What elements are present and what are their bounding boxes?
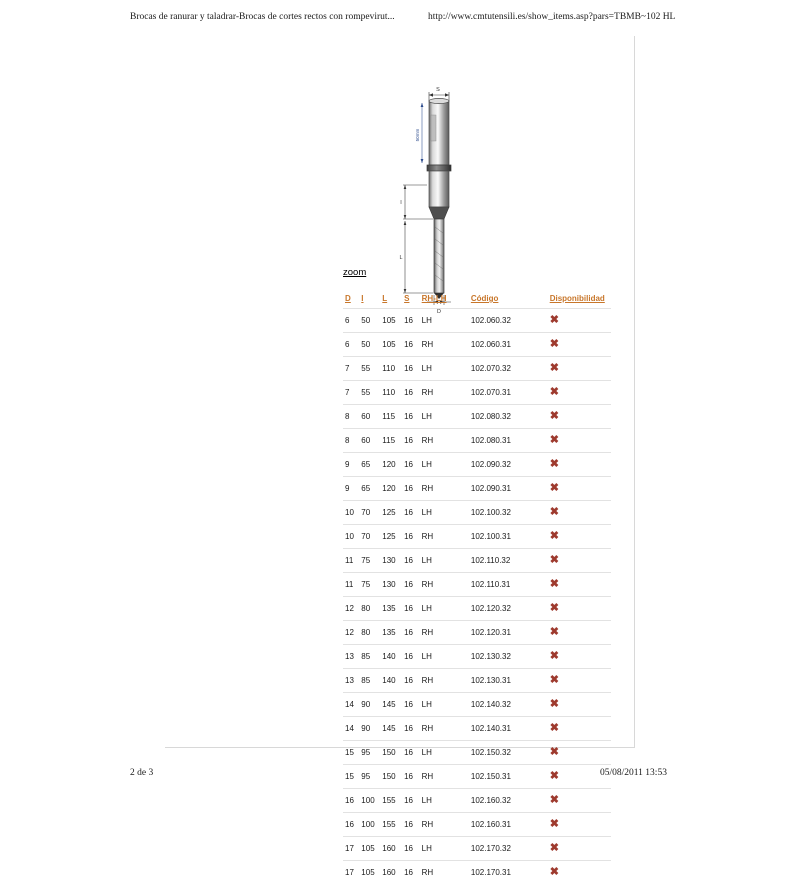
cell-l: 120 <box>380 453 402 477</box>
cell-rh-lh: LH <box>420 549 455 573</box>
cell-codigo: 102.170.32 <box>455 837 530 861</box>
cell-disponibilidad <box>530 405 611 429</box>
cell-i: 60 <box>359 429 380 453</box>
zoom-link[interactable]: zoom <box>343 267 366 278</box>
cell-d: 17 <box>343 837 359 861</box>
cell-codigo: 102.110.31 <box>455 573 530 597</box>
table-row <box>343 309 611 333</box>
table-row <box>343 549 611 573</box>
table-row <box>343 693 611 717</box>
cell-rh-lh: LH <box>420 357 455 381</box>
cell-d: 6 <box>343 333 359 357</box>
cell-l: 125 <box>380 501 402 525</box>
cell-disponibilidad <box>530 573 611 597</box>
cell-s: 16 <box>402 645 420 669</box>
cell-disponibilidad <box>530 813 611 837</box>
cell-l: 135 <box>380 597 402 621</box>
cell-codigo: 102.080.31 <box>455 429 530 453</box>
x-mark-icon: ✖ <box>550 531 559 542</box>
source-url: http://www.cmtutensili.es/show_items.asp?pars=TBMB~102 HL <box>428 12 675 22</box>
table-row <box>343 813 611 837</box>
cell-rh-lh: RH <box>420 477 455 501</box>
x-mark-icon: ✖ <box>550 723 559 734</box>
cell-i: 55 <box>359 357 380 381</box>
cell-i: 105 <box>359 861 380 884</box>
table-row <box>343 597 611 621</box>
cell-l: 115 <box>380 429 402 453</box>
cell-i: 85 <box>359 645 380 669</box>
cell-s: 16 <box>402 693 420 717</box>
cell-s: 16 <box>402 309 420 333</box>
x-mark-icon: ✖ <box>550 507 559 518</box>
cell-rh-lh: RH <box>420 381 455 405</box>
cell-d: 14 <box>343 717 359 741</box>
table-row <box>343 453 611 477</box>
cell-s: 16 <box>402 405 420 429</box>
table-row <box>343 333 611 357</box>
cell-l: 160 <box>380 837 402 861</box>
table-row <box>343 669 611 693</box>
x-mark-icon: ✖ <box>550 795 559 806</box>
document-title: Brocas de ranurar y taladrar-Brocas de cortes rectos con rompevirut... <box>130 12 395 22</box>
x-mark-icon: ✖ <box>550 747 559 758</box>
page-number: 2 de 3 <box>130 768 153 778</box>
x-mark-icon: ✖ <box>550 387 559 398</box>
cell-disponibilidad <box>530 837 611 861</box>
table-row <box>343 861 611 884</box>
svg-text:I: I <box>400 200 402 206</box>
cell-l: 105 <box>380 333 402 357</box>
cell-i: 50 <box>359 333 380 357</box>
cell-s: 16 <box>402 501 420 525</box>
cell-rh-lh: RH <box>420 669 455 693</box>
x-mark-icon: ✖ <box>550 483 559 494</box>
svg-text:50mm: 50mm <box>415 128 420 141</box>
cell-d: 6 <box>343 309 359 333</box>
cell-l: 135 <box>380 621 402 645</box>
table-row <box>343 525 611 549</box>
cell-d: 12 <box>343 621 359 645</box>
x-mark-icon: ✖ <box>550 555 559 566</box>
cell-d: 7 <box>343 357 359 381</box>
table-row <box>343 477 611 501</box>
cell-rh-lh: LH <box>420 837 455 861</box>
cell-disponibilidad <box>530 477 611 501</box>
table-row <box>343 381 611 405</box>
table-row <box>343 573 611 597</box>
cell-s: 16 <box>402 477 420 501</box>
cell-disponibilidad <box>530 621 611 645</box>
cell-codigo: 102.140.32 <box>455 693 530 717</box>
cell-d: 11 <box>343 549 359 573</box>
table-row <box>343 645 611 669</box>
x-mark-icon: ✖ <box>550 363 559 374</box>
cell-s: 16 <box>402 621 420 645</box>
cell-s: 16 <box>402 717 420 741</box>
cell-disponibilidad <box>530 861 611 884</box>
product-drawing <box>365 81 505 266</box>
cell-l: 145 <box>380 717 402 741</box>
cell-d: 10 <box>343 501 359 525</box>
cell-rh-lh: LH <box>420 645 455 669</box>
page-header <box>0 12 800 28</box>
svg-text:S: S <box>436 87 440 93</box>
cell-d: 7 <box>343 381 359 405</box>
cell-l: 110 <box>380 381 402 405</box>
cell-s: 16 <box>402 549 420 573</box>
cell-d: 8 <box>343 405 359 429</box>
cell-i: 80 <box>359 597 380 621</box>
cell-s: 16 <box>402 813 420 837</box>
print-timestamp: 05/08/2011 13:53 <box>600 768 667 778</box>
table-row <box>343 405 611 429</box>
cell-disponibilidad <box>530 309 611 333</box>
cell-s: 16 <box>402 429 420 453</box>
cell-s: 16 <box>402 861 420 884</box>
cell-d: 8 <box>343 429 359 453</box>
cell-l: 155 <box>380 813 402 837</box>
cell-i: 100 <box>359 789 380 813</box>
column-header-rh-lh[interactable]: RH-LH <box>420 291 455 309</box>
cell-d: 9 <box>343 477 359 501</box>
cell-d: 12 <box>343 597 359 621</box>
cell-codigo: 102.150.31 <box>455 765 530 789</box>
cell-d: 11 <box>343 573 359 597</box>
column-header-d[interactable]: D <box>343 291 359 309</box>
cell-l: 130 <box>380 549 402 573</box>
cell-l: 140 <box>380 669 402 693</box>
cell-rh-lh: RH <box>420 621 455 645</box>
cell-d: 13 <box>343 645 359 669</box>
cell-disponibilidad <box>530 669 611 693</box>
cell-disponibilidad <box>530 645 611 669</box>
cell-disponibilidad <box>530 333 611 357</box>
cell-codigo: 102.160.32 <box>455 789 530 813</box>
cell-i: 95 <box>359 765 380 789</box>
table-header-row <box>343 291 611 309</box>
x-mark-icon: ✖ <box>550 651 559 662</box>
x-mark-icon: ✖ <box>550 819 559 830</box>
cell-d: 15 <box>343 765 359 789</box>
cell-i: 105 <box>359 837 380 861</box>
x-mark-icon: ✖ <box>550 771 559 782</box>
cell-codigo: 102.120.31 <box>455 621 530 645</box>
cell-codigo: 102.070.31 <box>455 381 530 405</box>
cell-s: 16 <box>402 669 420 693</box>
svg-text:L: L <box>399 255 402 261</box>
cell-d: 13 <box>343 669 359 693</box>
svg-text:D: D <box>437 309 441 315</box>
cell-codigo: 102.170.31 <box>455 861 530 884</box>
cell-s: 16 <box>402 837 420 861</box>
content-frame <box>165 36 635 748</box>
cell-d: 17 <box>343 861 359 884</box>
cell-rh-lh: LH <box>420 501 455 525</box>
cell-s: 16 <box>402 741 420 765</box>
cell-l: 155 <box>380 789 402 813</box>
cell-codigo: 102.120.32 <box>455 597 530 621</box>
cell-disponibilidad <box>530 357 611 381</box>
column-header-disponibilidad[interactable]: Disponibilidad <box>530 291 611 309</box>
cell-i: 75 <box>359 549 380 573</box>
cell-disponibilidad <box>530 693 611 717</box>
x-mark-icon: ✖ <box>550 315 559 326</box>
cell-rh-lh: LH <box>420 597 455 621</box>
cell-disponibilidad <box>530 741 611 765</box>
table-row <box>343 621 611 645</box>
cell-l: 150 <box>380 741 402 765</box>
table-row <box>343 789 611 813</box>
page-footer <box>0 768 800 782</box>
cell-i: 90 <box>359 693 380 717</box>
cell-codigo: 102.100.31 <box>455 525 530 549</box>
cell-rh-lh: RH <box>420 765 455 789</box>
cell-s: 16 <box>402 573 420 597</box>
cell-codigo: 102.160.31 <box>455 813 530 837</box>
cell-rh-lh: RH <box>420 525 455 549</box>
cell-disponibilidad <box>530 789 611 813</box>
cell-d: 14 <box>343 693 359 717</box>
cell-codigo: 102.150.32 <box>455 741 530 765</box>
table-row <box>343 429 611 453</box>
cell-i: 90 <box>359 717 380 741</box>
cell-codigo: 102.110.32 <box>455 549 530 573</box>
cell-rh-lh: RH <box>420 813 455 837</box>
cell-codigo: 102.130.32 <box>455 645 530 669</box>
cell-disponibilidad <box>530 381 611 405</box>
cell-codigo: 102.090.32 <box>455 453 530 477</box>
x-mark-icon: ✖ <box>550 459 559 470</box>
cell-i: 75 <box>359 573 380 597</box>
cell-l: 115 <box>380 405 402 429</box>
cell-s: 16 <box>402 597 420 621</box>
column-header-codigo[interactable]: Código <box>455 291 530 309</box>
cell-s: 16 <box>402 789 420 813</box>
cell-l: 130 <box>380 573 402 597</box>
cell-d: 16 <box>343 789 359 813</box>
cell-rh-lh: LH <box>420 789 455 813</box>
cell-l: 145 <box>380 693 402 717</box>
cell-s: 16 <box>402 381 420 405</box>
cell-d: 15 <box>343 741 359 765</box>
cell-l: 140 <box>380 645 402 669</box>
cell-i: 70 <box>359 501 380 525</box>
cell-l: 160 <box>380 861 402 884</box>
column-header-i[interactable]: I <box>359 291 380 309</box>
cell-i: 60 <box>359 405 380 429</box>
cell-rh-lh: LH <box>420 453 455 477</box>
cell-l: 120 <box>380 477 402 501</box>
x-mark-icon: ✖ <box>550 579 559 590</box>
cell-l: 150 <box>380 765 402 789</box>
cell-rh-lh: LH <box>420 405 455 429</box>
cell-i: 95 <box>359 741 380 765</box>
specs-table <box>343 291 611 884</box>
cell-d: 16 <box>343 813 359 837</box>
cell-rh-lh: RH <box>420 717 455 741</box>
x-mark-icon: ✖ <box>550 627 559 638</box>
cell-rh-lh: LH <box>420 741 455 765</box>
table-row <box>343 501 611 525</box>
cell-d: 10 <box>343 525 359 549</box>
table-row <box>343 837 611 861</box>
x-mark-icon: ✖ <box>550 843 559 854</box>
cell-codigo: 102.140.31 <box>455 717 530 741</box>
x-mark-icon: ✖ <box>550 867 559 878</box>
x-mark-icon: ✖ <box>550 339 559 350</box>
cell-d: 9 <box>343 453 359 477</box>
cell-rh-lh: LH <box>420 309 455 333</box>
cell-rh-lh: LH <box>420 693 455 717</box>
x-mark-icon: ✖ <box>550 699 559 710</box>
cell-rh-lh: RH <box>420 861 455 884</box>
cell-rh-lh: RH <box>420 429 455 453</box>
table-row <box>343 717 611 741</box>
x-mark-icon: ✖ <box>550 411 559 422</box>
cell-rh-lh: RH <box>420 333 455 357</box>
cell-disponibilidad <box>530 429 611 453</box>
x-mark-icon: ✖ <box>550 603 559 614</box>
cell-i: 55 <box>359 381 380 405</box>
cell-codigo: 102.060.31 <box>455 333 530 357</box>
cell-s: 16 <box>402 453 420 477</box>
cell-i: 85 <box>359 669 380 693</box>
cell-l: 105 <box>380 309 402 333</box>
cell-codigo: 102.130.31 <box>455 669 530 693</box>
cell-disponibilidad <box>530 525 611 549</box>
specs-table-body <box>343 309 611 884</box>
cell-disponibilidad <box>530 597 611 621</box>
cell-s: 16 <box>402 525 420 549</box>
cell-rh-lh: RH <box>420 573 455 597</box>
cell-disponibilidad <box>530 453 611 477</box>
cell-codigo: 102.080.32 <box>455 405 530 429</box>
cell-l: 125 <box>380 525 402 549</box>
x-mark-icon: ✖ <box>550 675 559 686</box>
cell-codigo: 102.090.31 <box>455 477 530 501</box>
cell-codigo: 102.060.32 <box>455 309 530 333</box>
column-header-l[interactable]: L <box>380 291 402 309</box>
cell-disponibilidad <box>530 501 611 525</box>
cell-l: 110 <box>380 357 402 381</box>
cell-codigo: 102.100.32 <box>455 501 530 525</box>
cell-i: 80 <box>359 621 380 645</box>
table-row <box>343 741 611 765</box>
cell-disponibilidad <box>530 549 611 573</box>
cell-s: 16 <box>402 765 420 789</box>
specs-table-head <box>343 291 611 309</box>
cell-i: 70 <box>359 525 380 549</box>
content-clip <box>165 36 635 747</box>
cell-disponibilidad <box>530 717 611 741</box>
cell-i: 50 <box>359 309 380 333</box>
column-header-s[interactable]: S <box>402 291 420 309</box>
cell-i: 65 <box>359 477 380 501</box>
x-mark-icon: ✖ <box>550 435 559 446</box>
cell-i: 100 <box>359 813 380 837</box>
cell-i: 65 <box>359 453 380 477</box>
cell-s: 16 <box>402 357 420 381</box>
cell-s: 16 <box>402 333 420 357</box>
table-row <box>343 357 611 381</box>
cell-codigo: 102.070.32 <box>455 357 530 381</box>
